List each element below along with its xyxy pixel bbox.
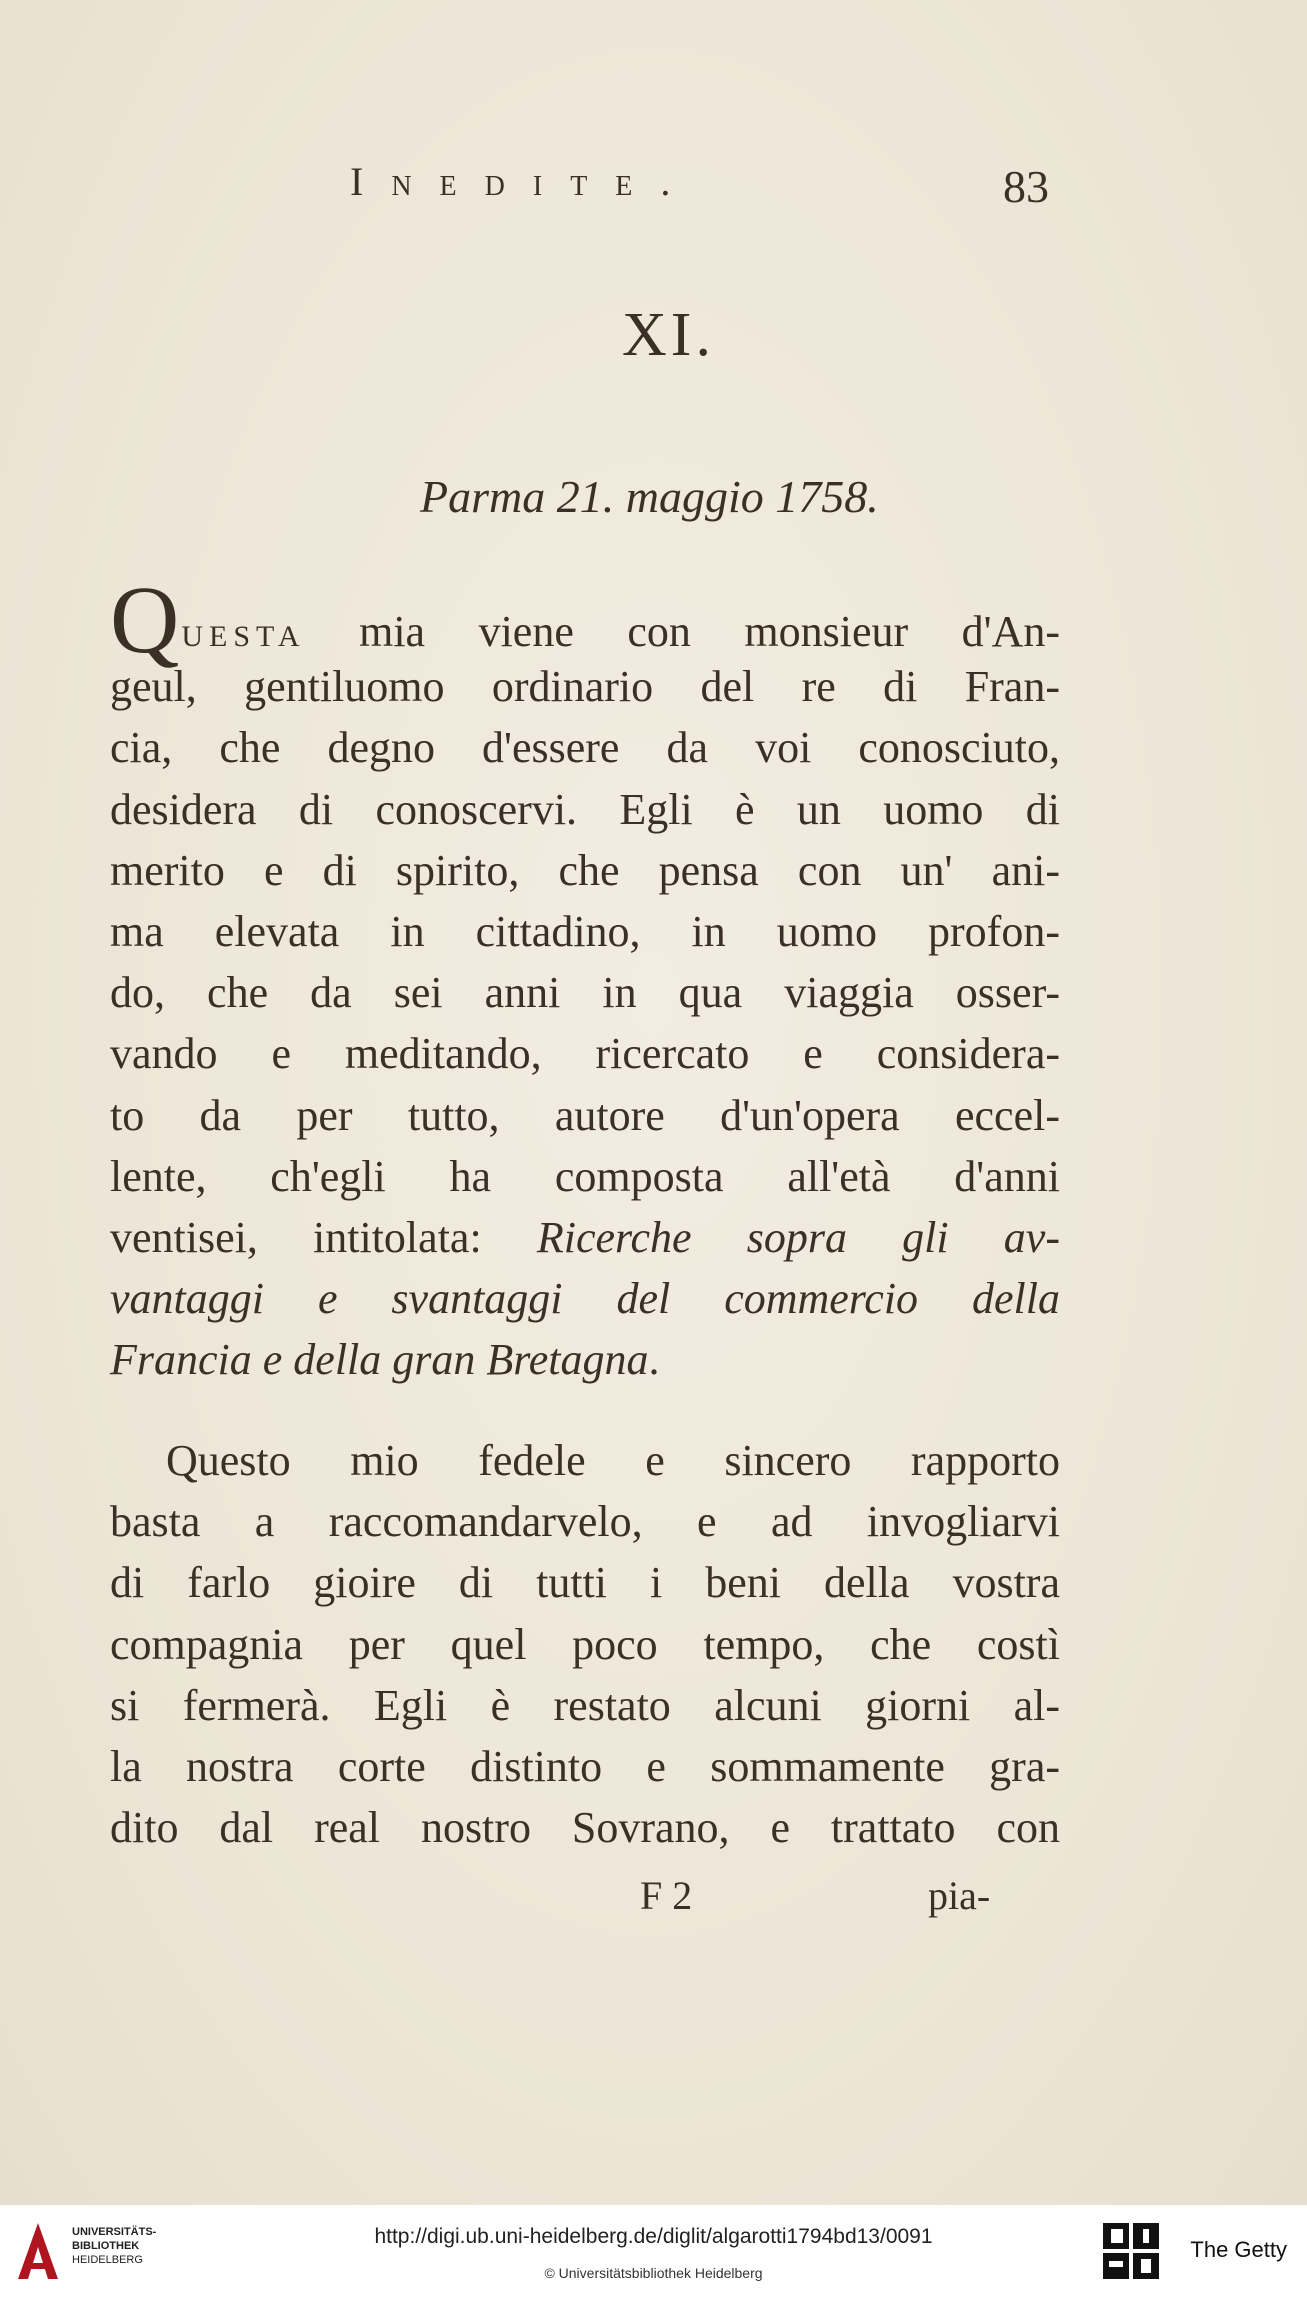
text-line: lente, ch'egli ha composta all'età d'anni <box>110 1151 1060 1201</box>
text-line: geul, gentiluomo ordinario del re di Fran- <box>110 662 1060 712</box>
page-number: 83 <box>1003 161 1049 212</box>
catchword: pia- <box>928 1873 991 1918</box>
text-line <box>110 566 1060 673</box>
institution-line: BIBLIOTHEK <box>72 2240 140 2252</box>
text-line: di farlo gioire di tutti i beni della vostra <box>110 1558 1060 1608</box>
text-line: merito e di spirito, che pensa con un' ani- <box>110 845 1060 895</box>
text-line: vando e meditando, ricercato e considera- <box>110 1029 1060 1079</box>
text-line <box>110 1329 1060 1390</box>
line-text: . <box>648 1335 660 1385</box>
text-line: to da per tutto, autore d'un'opera eccel- <box>110 1090 1060 1140</box>
getty-logo-icon <box>1103 2223 1159 2281</box>
text-line: Questo mio fedele e sincero rapporto <box>166 1436 1060 1485</box>
paragraph-1 <box>110 566 1060 1390</box>
text-line: desidera di conoscervi. Egli è un uomo di <box>110 784 1060 834</box>
text-line: do, che da sei anni in qua viaggia osser- <box>110 968 1060 1018</box>
text-line: ma elevata in cittadino, in uomo profon- <box>110 906 1060 956</box>
text-line <box>110 1207 1060 1268</box>
text-line: si fermerà. Egli è restato alcuni giorni al- <box>110 1680 1060 1730</box>
running-head: Inedite. <box>350 159 699 204</box>
text-line: la nostra corte distinto e sommamente gra- <box>110 1741 1060 1791</box>
getty-name: The Getty <box>1190 2237 1287 2262</box>
italic-title: Francia e della gran Bretagna <box>110 1335 649 1385</box>
chapter-heading: XI. <box>622 301 715 369</box>
viewer-footer <box>0 2205 1307 2298</box>
text-line: dito dal real nostro Sovrano, e trattato con <box>110 1803 1060 1853</box>
permalink-url[interactable]: http://digi.ub.uni-heidelberg.de/diglit/algarotti1794bd13/0091 <box>374 2225 933 2248</box>
institution-line: HEIDELBERG <box>72 2254 143 2266</box>
small-caps-lead: UESTA <box>181 620 306 653</box>
signature-mark: F 2 <box>640 1873 693 1918</box>
dateline: Parma 21. maggio 1758. <box>420 471 879 522</box>
text-line: cia, che degno d'essere da voi conosciuto, <box>110 723 1060 773</box>
text-line: vantaggi e svantaggi del commercio della <box>110 1274 1060 1324</box>
line-text: ventisei, intitolata: <box>110 1212 537 1262</box>
text-line: basta a raccomandarvelo, e ad invogliarvi <box>110 1497 1060 1547</box>
line-text: mia viene con monsieur d'An- <box>305 607 1060 656</box>
text-line: compagnia per quel poco tempo, che costì <box>110 1619 1060 1669</box>
copyright-notice: © Universitätsbibliothek Heidelberg <box>544 2265 763 2281</box>
paragraph-2 <box>110 1430 1060 1858</box>
italic-title: Ricerche sopra gli av- <box>536 1212 1060 1262</box>
institution-line: UNIVERSITÄTS- <box>72 2226 157 2238</box>
drop-cap: Q <box>110 566 180 673</box>
